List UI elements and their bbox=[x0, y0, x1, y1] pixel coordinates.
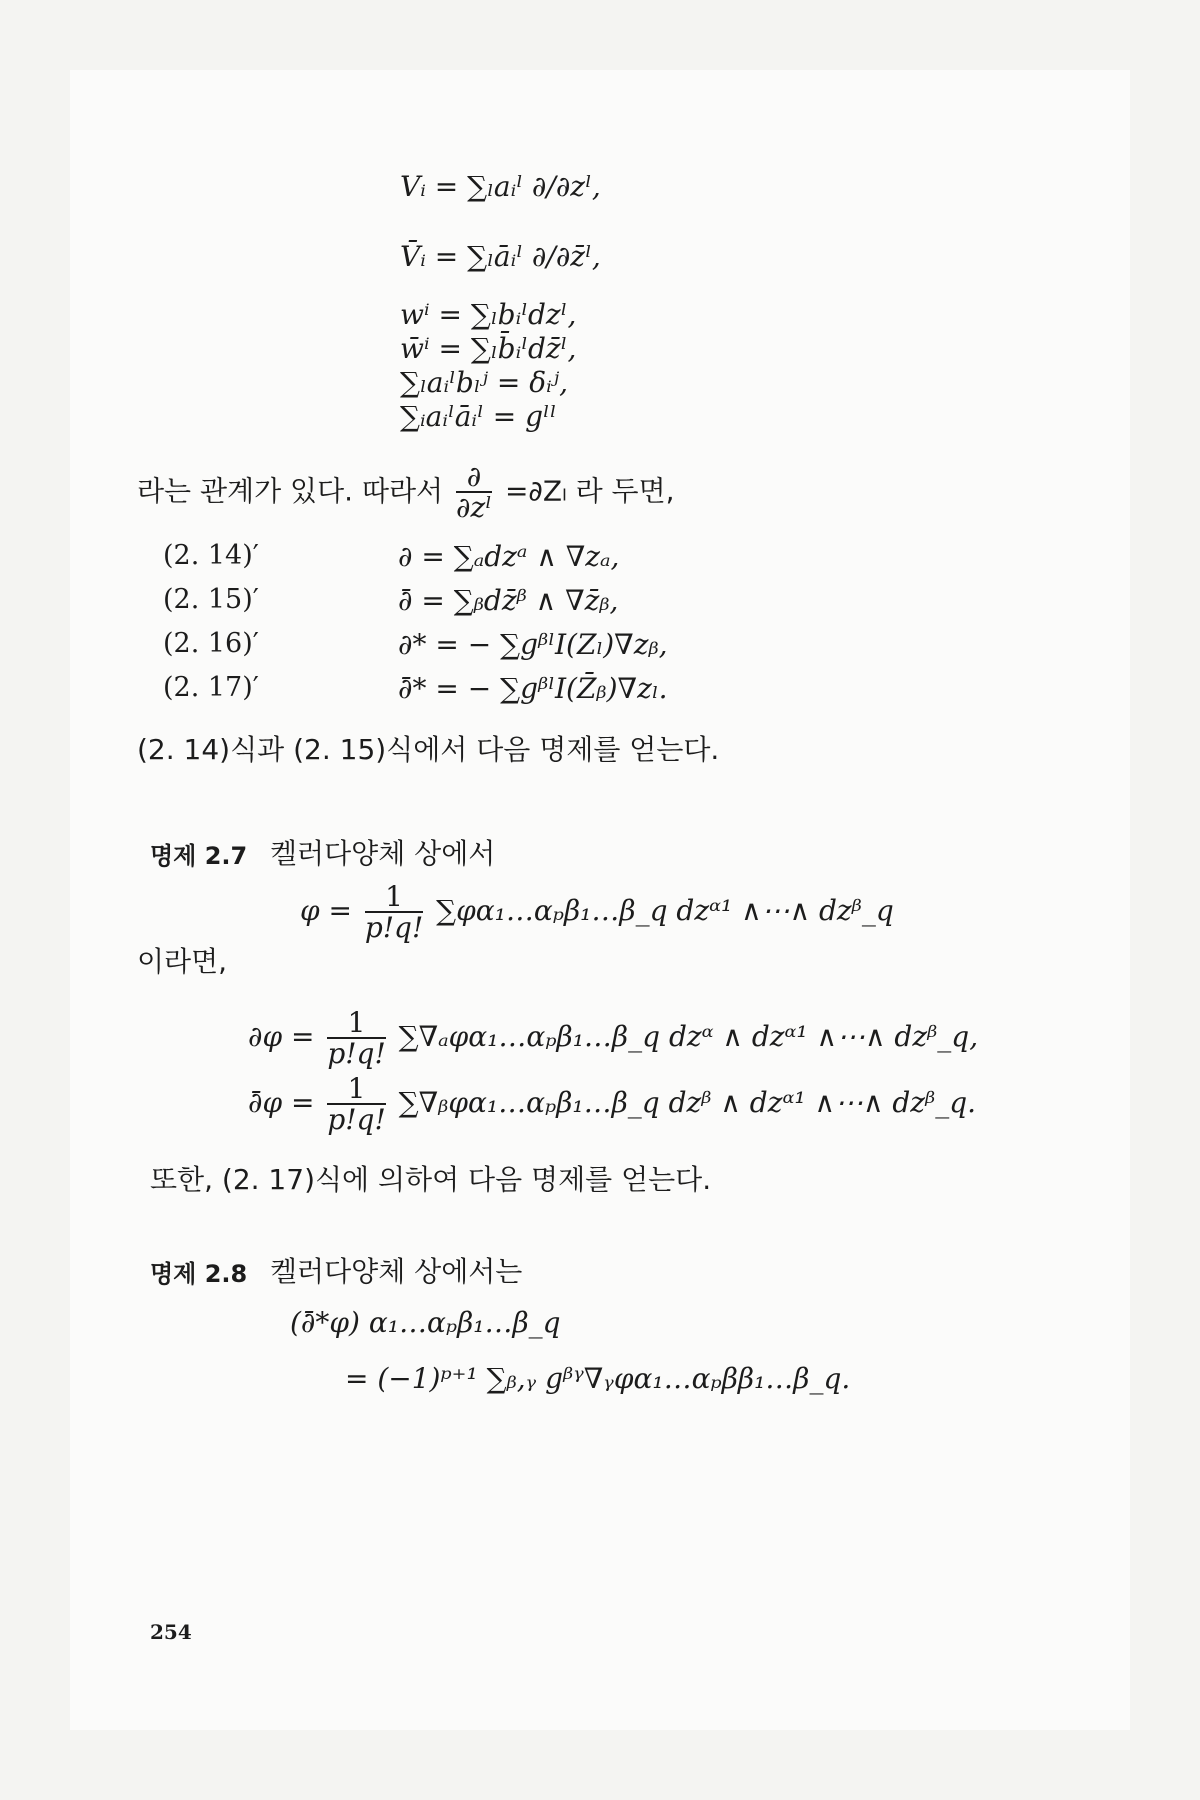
dphi-frac-den: p!q! bbox=[327, 1037, 386, 1071]
dbarphi-rhs: ∑∇ᵦφα₁…αₚβ₁…β_q dzᵝ ∧ dzᵅ¹ ∧⋯∧ dzᵝ_q. bbox=[398, 1085, 977, 1119]
phi-frac-den: p!q! bbox=[364, 911, 424, 945]
eq-expr-217: ∂̄* = − ∑gᵝˡI(Z̄ᵦ)∇zₗ. bbox=[398, 672, 668, 705]
relation-frac-num: ∂ bbox=[456, 462, 492, 493]
dphi-fraction bbox=[327, 1008, 385, 1069]
dbarphi-frac-num: 1 bbox=[327, 1074, 385, 1105]
eq-label-216: (2. 16)′ bbox=[163, 628, 259, 659]
iramyeon: 이라면, bbox=[137, 945, 228, 978]
eq-expr-216: ∂* = − ∑gᵝˡI(Zₗ)∇zᵦ, bbox=[398, 628, 668, 661]
dbarphi-equation bbox=[248, 1074, 976, 1135]
phi-lhs: φ = bbox=[300, 893, 352, 927]
eq-label-215: (2. 15)′ bbox=[163, 584, 259, 615]
relation-frac-den: ∂zˡ bbox=[456, 491, 493, 525]
equation-g: ∑ᵢaᵢˡāᵢˡ = gˡˡ bbox=[400, 400, 557, 433]
dbarphi-frac-den: p!q! bbox=[327, 1103, 386, 1137]
dbarphi-lhs: ∂̄φ = bbox=[248, 1085, 315, 1119]
eq-label-217: (2. 17)′ bbox=[163, 672, 259, 703]
relation-suffix: =∂Zₗ 라 두면, bbox=[504, 474, 675, 508]
equation-wbar: w̄ⁱ = ∑ₗb̄ᵢˡdz̄ˡ, bbox=[400, 332, 577, 365]
equation-v: Vᵢ = ∑ₗaᵢˡ ∂/∂zˡ, bbox=[400, 170, 601, 203]
prop-28-title: 켈러다양체 상에서는 bbox=[270, 1255, 523, 1288]
sentence-1: (2. 14)식과 (2. 15)식에서 다음 명제를 얻는다. bbox=[137, 733, 720, 766]
prop-28-line2: = (−1)ᵖ⁺¹ ∑ᵦ,ᵧ gᵝᵞ∇ᵧφα₁…αₚββ₁…β_q. bbox=[345, 1362, 851, 1395]
equation-vbar: V̄ᵢ = ∑ₗāᵢˡ ∂/∂z̄ˡ, bbox=[400, 240, 601, 273]
phi-fraction bbox=[365, 882, 423, 943]
prop-27-title: 켈러다양체 상에서 bbox=[270, 837, 496, 870]
dphi-lhs: ∂φ = bbox=[248, 1019, 315, 1053]
prop-27-head: 명제 2.7 bbox=[150, 842, 248, 870]
dphi-equation bbox=[248, 1008, 978, 1069]
relation-fraction bbox=[456, 462, 492, 523]
equation-w: wⁱ = ∑ₗbᵢˡdzˡ, bbox=[400, 298, 577, 331]
dphi-frac-num: 1 bbox=[327, 1008, 385, 1039]
prop-28-line1: (∂̄*φ) α₁…αₚβ₁…β_q bbox=[290, 1306, 561, 1339]
page-number: 254 bbox=[150, 1620, 192, 1644]
eq-label-214: (2. 14)′ bbox=[163, 540, 259, 571]
equation-delta: ∑ₗaᵢˡbₗʲ = δᵢʲ, bbox=[400, 366, 569, 399]
phi-frac-num: 1 bbox=[365, 882, 423, 913]
dphi-rhs: ∑∇ₐφα₁…αₚβ₁…β_q dzᵅ ∧ dzᵅ¹ ∧⋯∧ dzᵝ_q, bbox=[398, 1019, 979, 1053]
sentence-2: 또한, (2. 17)식에 의하여 다음 명제를 얻는다. bbox=[150, 1163, 712, 1196]
phi-definition bbox=[300, 882, 894, 943]
dbarphi-fraction bbox=[327, 1074, 385, 1135]
relation-sentence bbox=[137, 462, 675, 523]
relation-prefix: 라는 관계가 있다. 따라서 bbox=[137, 474, 444, 508]
eq-expr-214: ∂ = ∑ₐdzᵃ ∧ ∇zₐ, bbox=[398, 540, 620, 573]
phi-rhs: ∑φα₁…αₚβ₁…β_q dzᵅ¹ ∧⋯∧ dzᵝ_q bbox=[436, 893, 894, 927]
eq-expr-215: ∂̄ = ∑ᵦdz̄ᵝ ∧ ∇z̄ᵦ, bbox=[398, 584, 619, 617]
prop-28-head: 명제 2.8 bbox=[150, 1260, 248, 1288]
